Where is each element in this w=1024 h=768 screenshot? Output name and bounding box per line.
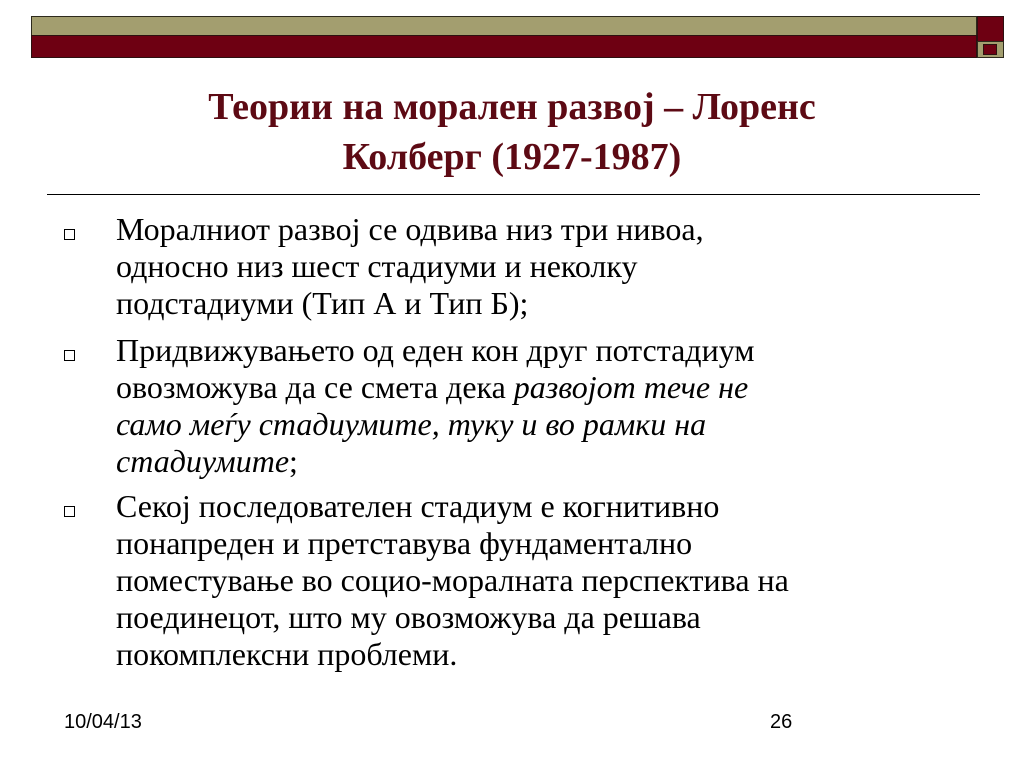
footer-page-number: 26 <box>770 711 793 733</box>
bullet-text-line <box>116 369 974 406</box>
text-segment: овозможува да се смета дека <box>116 369 514 405</box>
bullet-text-line <box>116 636 974 673</box>
footer-date: 10/04/13 <box>64 711 142 733</box>
text-segment: односно низ шест стадиуми и неколку <box>116 248 638 284</box>
decorative-square-inner <box>983 44 997 55</box>
slide-title <box>60 82 964 182</box>
bullet-text-line <box>116 443 974 480</box>
bullet-item <box>64 332 974 480</box>
slide-title-line-1: Теории на морален развој – Лоренс <box>208 86 816 128</box>
square-bullet-icon <box>64 350 75 361</box>
text-segment: Секој последователен стадиум е когнитивно <box>116 488 720 524</box>
bullet-text-line <box>116 562 974 599</box>
bullet-list <box>64 211 974 683</box>
text-segment: поместување во социо-моралната перспектива на <box>116 562 789 598</box>
bullet-item <box>64 211 974 322</box>
title-divider <box>47 194 980 195</box>
square-bullet-icon <box>64 506 75 517</box>
decorative-bar-maroon <box>31 35 977 58</box>
text-segment: ; <box>289 443 298 479</box>
bullet-text-line <box>116 488 974 525</box>
bullet-text-line <box>116 332 974 369</box>
text-segment: подстадиуми (Тип А и Тип Б); <box>116 285 529 321</box>
bullet-text-line <box>116 211 974 248</box>
emphasized-text: развојот тече не <box>513 369 749 405</box>
emphasized-text: стадиумите <box>116 443 290 479</box>
bullet-text-line <box>116 525 974 562</box>
bullet-text <box>116 332 974 480</box>
square-bullet-icon <box>64 229 75 240</box>
slide-title-line-2: Колберг (1927-1987) <box>342 136 682 178</box>
text-segment: покомплексни проблеми. <box>116 636 458 672</box>
bullet-text-line <box>116 285 974 322</box>
bullet-text-line <box>116 599 974 636</box>
decorative-square-maroon <box>977 16 1004 42</box>
text-segment: Придвижувањето од еден кон друг потстадиум <box>116 332 755 368</box>
bullet-item <box>64 488 974 673</box>
text-segment: понапреден и претставува фундаментално <box>116 525 693 561</box>
text-segment: Моралниот развој се одвива низ три нивоа, <box>116 211 704 247</box>
bullet-text-line <box>116 406 974 443</box>
decorative-bar-olive <box>31 16 977 36</box>
bullet-text <box>116 488 974 673</box>
emphasized-text: само меѓу стадиумите, туку и во рамки на <box>116 406 707 442</box>
bullet-text <box>116 211 974 322</box>
text-segment: поединецот, што му овозможува да решава <box>116 599 701 635</box>
bullet-text-line <box>116 248 974 285</box>
